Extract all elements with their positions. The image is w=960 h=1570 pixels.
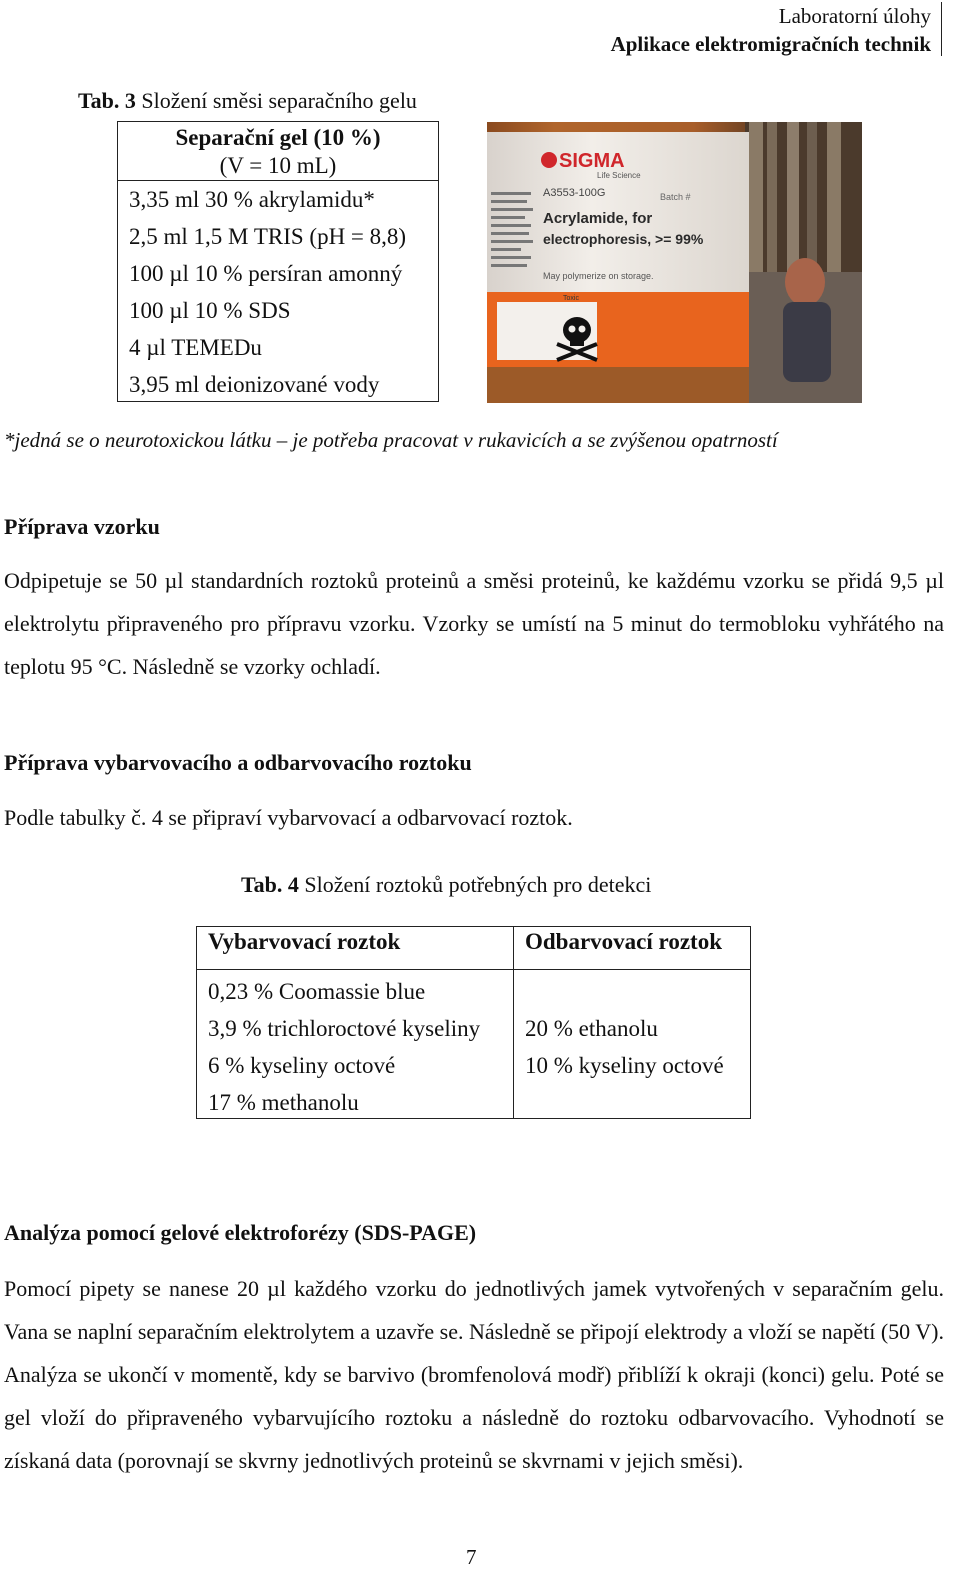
header-topic: Aplikace elektromigračních technik [610,32,931,56]
table4-col2-cells [525,1010,724,1084]
section-body-sds-page: Pomocí pipety se nanese 20 µl každého vzorku do jednotlivých jamek vytvořených v separačním gelu. Vana se naplní separačním elektrolytem a uzavře se. Následně se připojí elektrody a vloží se napětí (50 V). Analýza se ukončí v momentě, kdy se barvivo (bromfenolová modř) přiblíží k okraji (konci) gelu. Poté se gel vloží do připraveného vybarvujícího roztoku a následně do roztoku odbarvovacího. Vyhodnotí se získaná data (porovnají se skvrny jednotlivých proteinů se skvrnami v jejich směsi). [4,1276,944,1473]
table4-col2-head: Odbarvovací roztok [525,929,722,954]
hazard-footnote: *jedná se o neurotoxickou látku – je potřeba pracovat v rukavicích a se zvýšenou opatrností [4,428,778,452]
section-heading-sample-prep: Příprava vzorku [4,514,160,539]
section-body-staining-prep: Podle tabulky č. 4 se připraví vybarvovací a odbarvovací roztok. [4,805,573,830]
table3-row: 100 µl 10 % persíran amonný [129,261,403,286]
table4-col1-cells [208,973,480,1121]
table4-caption-label: Tab. 4 [241,872,299,897]
photo-hazard: Toxic [563,295,579,302]
table3-row: 4 µl TEMEDu [129,335,262,360]
table3-caption-label: Tab. 3 [78,88,136,113]
header-course: Laboratorní úlohy [778,4,931,28]
table3-row: 100 µl 10 % SDS [129,298,291,323]
photo-product-2: electrophoresis, >= 99% [543,231,704,247]
table4-col1-head: Vybarvovací roztok [208,929,401,954]
table4-column-divider [513,927,514,1118]
table4-cell: 20 % ethanolu [525,1016,658,1041]
page-header [611,2,942,56]
photo-code: A3553-100G [543,187,606,199]
section-heading-sds-page: Analýza pomocí gelové elektroforézy (SDS-PAGE) [4,1220,477,1245]
photo-note: May polymerize on storage. [543,271,654,281]
table4-caption-text: Složení roztoků potřebných pro detekci [298,872,652,897]
acrylamide-bottle-photo [487,122,862,403]
section-heading-staining-prep: Příprava vybarvovacího a odbarvovacího roztoku [4,750,472,775]
table3-head-title: Separační gel (10 %) [175,125,381,150]
table3-row: 3,95 ml deionizované vody [129,372,380,397]
table4-cell: 6 % kyseliny octové [208,1053,396,1078]
table4 [196,926,751,1119]
section-body-sample-prep: Odpipetuje se 50 µl standardních roztoků proteinů a směsi proteinů, ke každému vzorku se přidá 9,5 µl elektrolytu připraveného pro přípravu vzorku. Vzorky se umístí na 5 minut do termobloku vyhřátého na teplotu 95 °C. Následně se vzorky ochladí. [4,568,944,679]
table4-header-divider [197,969,750,970]
table3-head [118,122,438,181]
table3-row: 3,35 ml 30 % akrylamidu* [129,187,375,212]
table3-head-volume: (V = 10 mL) [219,153,337,178]
table3-caption [78,88,417,114]
page-number: 7 [466,1545,477,1569]
table4-cell: 3,9 % trichloroctové kyseliny [208,1016,481,1041]
table4-caption [241,872,651,898]
table4-cell: 17 % methanolu [208,1090,359,1115]
bottle-photo-illustration [487,122,862,403]
table4-cell: 10 % kyseliny octové [525,1053,724,1078]
table3-rows [118,181,438,403]
table3-row: 2,5 ml 1,5 M TRIS (pH = 8,8) [129,224,407,249]
table4-cell: 0,23 % Coomassie blue [208,979,426,1004]
photo-product: Acrylamide, for [543,210,653,227]
table3 [117,121,439,402]
table3-caption-text: Složení směsi separačního gelu [135,88,417,113]
photo-brand-sub: Life Science [597,171,641,180]
photo-batch: Batch # [660,192,691,202]
photo-brand: SIGMA [559,150,625,172]
